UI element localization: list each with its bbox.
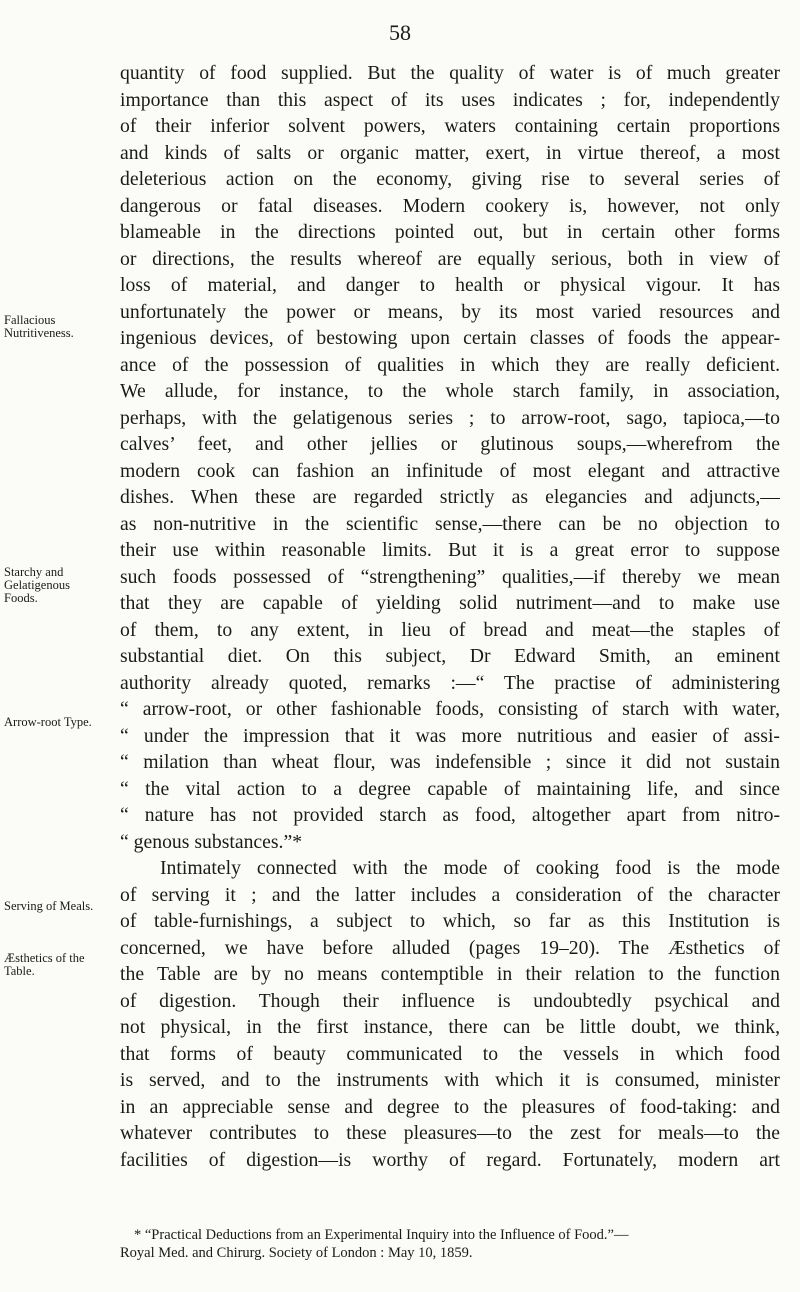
- text-line: loss of material, and danger to health or physical vigour. It has: [120, 274, 780, 296]
- margin-note-fallacious: [4, 314, 122, 340]
- text-line: of table-furnishings, a subject to which, so far as this Institution is: [120, 910, 780, 932]
- text-line: dangerous or fatal diseases. Modern cookery is, however, not only: [120, 194, 780, 217]
- text-line: substantial diet. On this subject, Dr Edward Smith, an eminent: [120, 645, 780, 667]
- text-line: ingenious devices, of bestowing upon certain classes of foods the appear-: [120, 327, 780, 349]
- text-line: that they are capable of yielding solid nutriment—and to make use: [120, 592, 780, 614]
- quote-line: “ nature has not provided starch as food, altogether apart from nitro-: [120, 804, 780, 826]
- text-line: We allude, for instance, to the whole starch family, in association,: [120, 380, 780, 402]
- text-line: of serving it ; and the latter includes a consideration of the character: [120, 883, 780, 906]
- text-line: in an appreciable sense and degree to the pleasures of food-taking: and: [120, 1095, 780, 1118]
- text-line: that forms of beauty communicated to the vessels in which food: [120, 1042, 780, 1065]
- text-line: perhaps, with the gelatigenous series ; to arrow-root, sago, tapioca,—to: [120, 406, 780, 429]
- margin-note-line: Fallacious: [4, 313, 56, 327]
- margin-note-serving: Serving of Meals.: [4, 899, 94, 913]
- text-line: modern cook can fashion an infinitude of most elegant and attractive: [120, 459, 780, 482]
- text-line: and kinds of salts or organic matter, exert, in virtue thereof, a most: [120, 141, 780, 164]
- quote-line: “ arrow-root, or other fashionable foods, consisting of starch with water,: [120, 698, 780, 720]
- text-line: of them, to any extent, in lieu of bread and meat—the staples of: [120, 618, 780, 641]
- text-line: calves’ feet, and other jellies or glutinous soups,—wherefrom the: [120, 433, 780, 455]
- margin-note-aesthetics: [4, 952, 122, 978]
- body-text: [120, 60, 780, 1173]
- footnote-line: * “Practical Deductions from an Experimental Inquiry into the Influence of Food.”—: [134, 1227, 629, 1243]
- text-line: is served, and to the instruments with which it is consumed, minister: [120, 1069, 780, 1091]
- margin-note-line: Foods.: [4, 591, 38, 605]
- quote-line: “ genous substances.”*: [120, 830, 303, 853]
- footnote: [120, 1226, 780, 1262]
- text-line: such foods possessed of “strengthening” qualities,—if thereby we mean: [120, 565, 780, 588]
- text-line: dishes. When these are regarded strictly as elegancies and adjuncts,—: [120, 486, 780, 508]
- text-line: importance than this aspect of its uses indicates ; for, independently: [120, 88, 780, 111]
- margin-note-line: Starchy and: [4, 565, 64, 579]
- quote-line: “ the vital action to a degree capable of maintaining life, and since: [120, 777, 780, 800]
- footnote-line: Royal Med. and Chirurg. Society of London : May 10, 1859.: [120, 1245, 473, 1261]
- text-line: authority already quoted, remarks :—“ The practise of administering: [120, 671, 780, 694]
- text-line: of digestion. Though their influence is undoubtedly psychical and: [120, 989, 780, 1012]
- text-line: their use within reasonable limits. But it is a great error to suppose: [120, 539, 780, 561]
- text-line: blameable in the directions pointed out, but in certain other forms: [120, 221, 780, 243]
- paragraph-start: Intimately connected with the mode of cooking food is the mode: [160, 857, 780, 879]
- text-line: or directions, the results whereof are equally serious, both in view of: [120, 247, 780, 270]
- margin-note-starchy: [4, 566, 122, 605]
- page-number: 58: [389, 20, 411, 45]
- text-line: the Table are by no means contemptible in their relation to the function: [120, 963, 780, 985]
- margin-note-line: Nutritiveness.: [4, 326, 74, 340]
- text-line: ance of the possession of qualities in which they are really deficient.: [120, 353, 780, 376]
- text-line: of their inferior solvent powers, waters containing certain proportions: [120, 115, 780, 137]
- margin-note-line: Table.: [4, 964, 35, 978]
- quote-line: “ under the impression that it was more nutritious and easier of assi-: [120, 724, 780, 747]
- text-line: unfortunately the power or means, by its most varied resources and: [120, 300, 780, 323]
- margin-note-line: Gelatigenous: [4, 578, 70, 592]
- text-line: deleterious action on the economy, giving rise to several series of: [120, 168, 780, 190]
- quote-line: “ milation than wheat flour, was indefensible ; since it did not sustain: [120, 751, 780, 773]
- text-line: not physical, in the first instance, there can be little doubt, we think,: [120, 1016, 780, 1038]
- text-line: facilities of digestion—is worthy of regard. Fortunately, modern art: [120, 1148, 780, 1171]
- margin-note-arrow-root: Arrow-root Type.: [4, 715, 92, 729]
- text-line: concerned, we have before alluded (pages 19–20). The Æsthetics of: [120, 936, 780, 959]
- text-line: quantity of food supplied. But the quality of water is of much greater: [120, 62, 780, 84]
- text-line: whatever contributes to these pleasures—to the zest for meals—to the: [120, 1122, 780, 1144]
- margin-note-line: Æsthetics of the: [4, 951, 85, 965]
- text-line: as non-nutritive in the scientific sense,—there can be no objection to: [120, 512, 780, 535]
